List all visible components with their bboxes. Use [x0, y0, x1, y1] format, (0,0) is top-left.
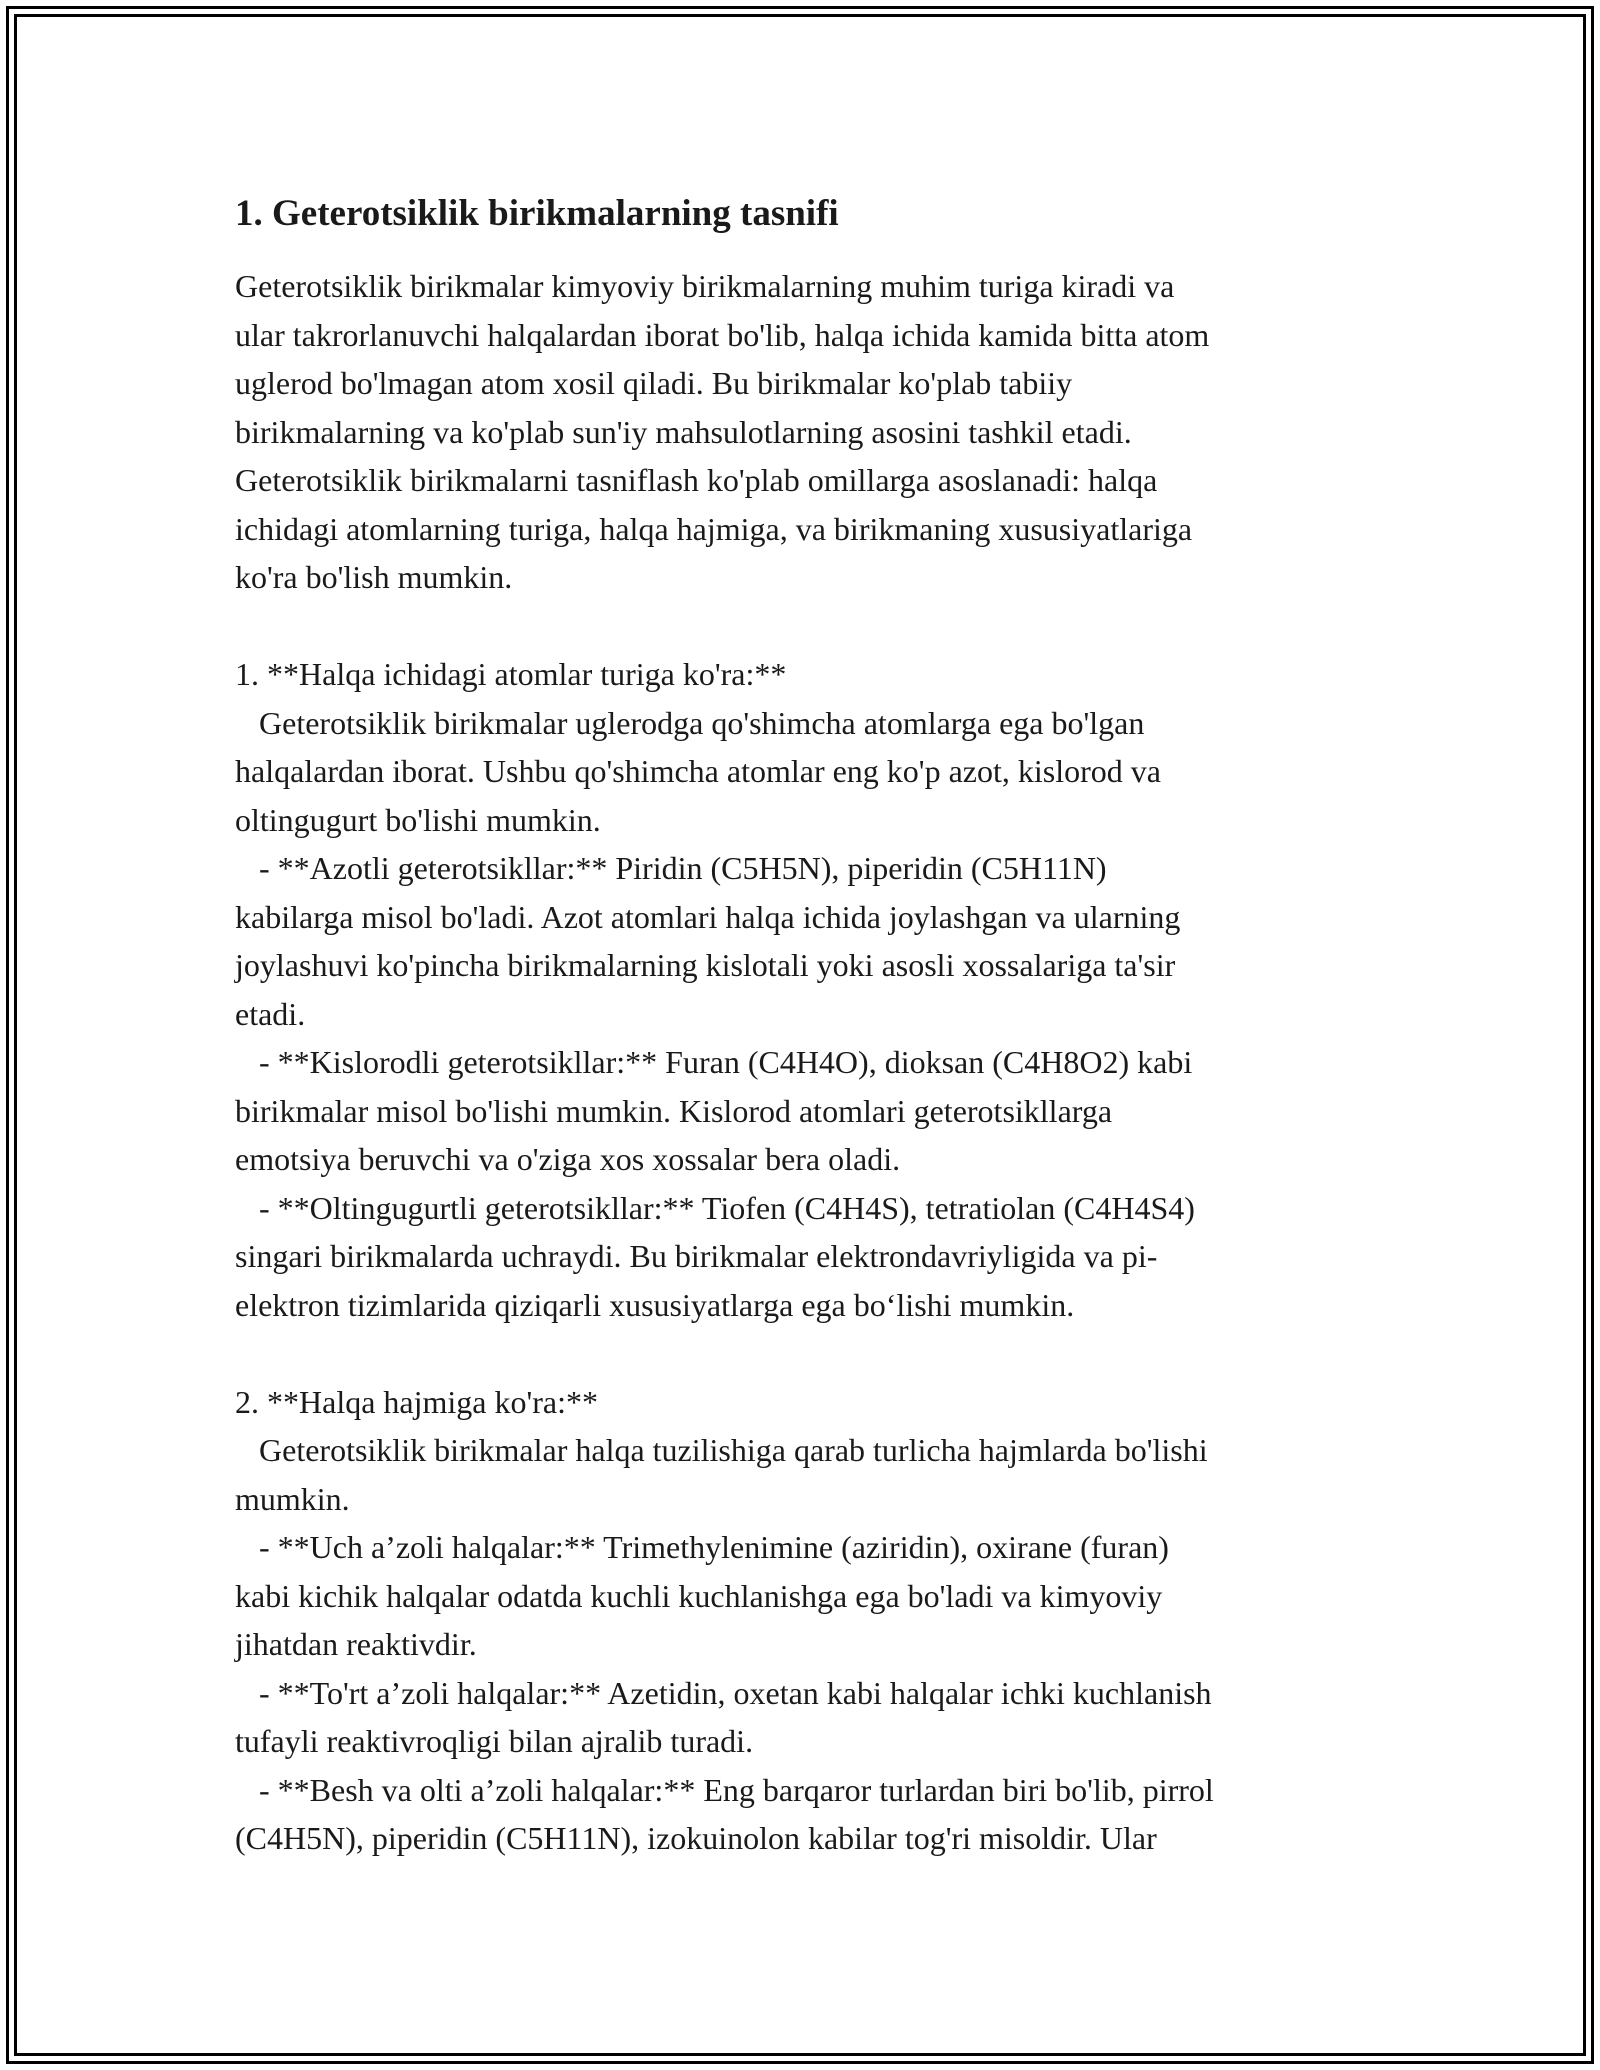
document-body: [235, 186, 1375, 1863]
intro-paragraph: [235, 262, 1375, 602]
text-line: - **To'rt a’zoli halqalar:** Azetidin, oxetan kabi halqalar ichki kuchlanish: [235, 1674, 1212, 1711]
text-line: kabilarga misol bo'ladi. Azot atomlari halqa ichida joylashgan va ularning: [235, 898, 1181, 935]
section-ring-size: [235, 1378, 1375, 1863]
text-line: halqalardan iborat. Ushbu qo'shimcha atomlar eng ko'p azot, kislorod va: [235, 753, 1161, 789]
text-line: birikmalar misol bo'lishi mumkin. Kislorod atomlari geterotsikllarga: [235, 1092, 1113, 1129]
text-line: jihatdan reaktivdir.: [235, 1626, 477, 1662]
text-line: tufayli reaktivroqligi bilan ajralib turadi.: [235, 1723, 754, 1759]
text-line: emotsiya beruvchi va o'ziga xos xossalar bera oladi.: [235, 1141, 901, 1177]
text-line: oltingugurt bo'lishi mumkin.: [235, 801, 601, 838]
text-line: - **Uch a’zoli halqalar:** Trimethylenimine (aziridin), oxirane (furan): [235, 1529, 1169, 1565]
section-title: 1. Geterotsiklik birikmalarning tasnifi: [235, 193, 839, 234]
text-line: ichidagi atomlarning turiga, halqa hajmiga, va birikmaning xususiyatlariga: [235, 510, 1193, 547]
paragraph-gap: [235, 602, 1375, 651]
text-line: ko'ra bo'lish mumkin.: [235, 559, 513, 595]
text-line: joylashuvi ko'pincha birikmalarning kislotali yoki asosli xossalariga ta'sir: [235, 947, 1176, 983]
paragraph-gap: [235, 1329, 1375, 1378]
text-line: singari birikmalarda uchraydi. Bu birikmalar elektrondavriyligida va pi-: [235, 1238, 1158, 1274]
text-line: uglerod bo'lmagan atom xosil qiladi. Bu birikmalar ko'plab tabiiy: [235, 365, 1073, 401]
text-line: - **Oltingugurtli geterotsikllar:** Tiofen (C4H4S), tetratiolan (C4H4S4): [235, 1189, 1195, 1226]
text-line: ular takrorlanuvchi halqalardan iborat bo'lib, halqa ichida kamida bitta atom: [235, 316, 1210, 353]
text-line: - **Azotli geterotsikllar:** Piridin (C5H5N), piperidin (C5H11N): [235, 850, 1107, 886]
text-line: kabi kichik halqalar odatda kuchli kuchlanishga ega bo'ladi va kimyoviy: [235, 1577, 1163, 1614]
text-line: - **Besh va olti a’zoli halqalar:** Eng barqaror turlardan biri bo'lib, pirrol: [235, 1771, 1214, 1808]
text-line: elektron tizimlarida qiziqarli xususiyatlarga ega bo‘lishi mumkin.: [235, 1286, 1075, 1323]
text-line: birikmalarning va ko'plab sun'iy mahsulotlarning asosini tashkil etadi.: [235, 413, 1132, 450]
text-line: etadi.: [235, 995, 306, 1032]
text-line: mumkin.: [235, 1480, 350, 1517]
text-line: Geterotsiklik birikmalarni tasniflash ko'plab omillarga asoslanadi: halqa: [235, 462, 1158, 498]
text-line: Geterotsiklik birikmalar uglerodga qo'shimcha atomlarga ega bo'lgan: [235, 704, 1145, 741]
text-line: Geterotsiklik birikmalar kimyoviy birikmalarning muhim turiga kiradi va: [235, 268, 1175, 304]
text-line: 2. **Halqa hajmiga ko'ra:**: [235, 1383, 598, 1420]
section-atom-types: [235, 650, 1375, 1329]
text-line: (C4H5N), piperidin (C5H11N), izokuinolon kabilar tog'ri misoldir. Ular: [235, 1820, 1157, 1856]
text-line: 1. **Halqa ichidagi atomlar turiga ko'ra:**: [235, 656, 787, 692]
text-line: Geterotsiklik birikmalar halqa tuzilishiga qarab turlicha hajmlarda bo'lishi: [235, 1432, 1208, 1468]
text-line: - **Kislorodli geterotsikllar:** Furan (C4H4O), dioksan (C4H8O2) kabi: [235, 1044, 1193, 1080]
